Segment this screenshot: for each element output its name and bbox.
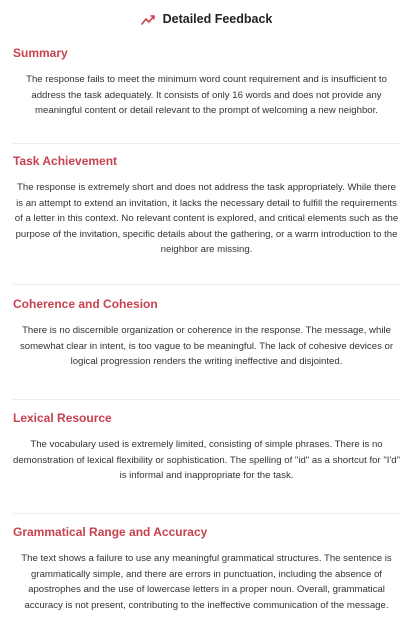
section-title-coherence-cohesion: Coherence and Cohesion	[13, 297, 158, 311]
section-grammatical-range	[13, 525, 400, 637]
section-body-summary: The response fails to meet the minimum word count requirement and is insufficient to address the task adequately. It consists of only 16 words and does not provide any meaningful content or detail relevant to the prompt of welcoming a new neighbor.	[26, 74, 387, 116]
section-body-task-achievement: The response is extremely short and does not address the task appropriately. While there is an attempt to extend an invitation, it lacks the necessary detail to fulfill the requirements of a letter in this context. No relevant content is explored, and critical elements such as the purpose of the invitation, specific details about the gathering, or a warm introduction to the neighbor are missing.	[14, 182, 399, 255]
section-lexical-resource	[13, 411, 400, 514]
section-coherence-cohesion	[13, 297, 400, 400]
section-title-lexical-resource: Lexical Resource	[13, 411, 112, 425]
trend-line-icon	[141, 13, 155, 25]
section-title-task-achievement: Task Achievement	[13, 154, 118, 168]
section-title-grammatical-range: Grammatical Range and Accuracy	[13, 525, 208, 539]
section-body-grammatical-range: The text shows a failure to use any meaningful grammatical structures. The sentence is grammatically simple, and there are errors in punctuation, including the absence of apostrophes and the use of lowercase letters in a proper noun. Overall, grammatical accuracy is not present, contributing to the ineffective communication of the message.	[21, 553, 392, 611]
section-body-coherence-cohesion: There is no discernible organization or coherence in the response. The message, while somewhat clear in intent, is too vague to be meaningful. The lack of cohesive devices or logical progression renders the writing ineffective and disjointed.	[19, 325, 394, 367]
section-summary	[13, 46, 400, 144]
section-title-summary: Summary	[13, 46, 68, 60]
section-task-achievement	[13, 154, 400, 285]
page-title: Detailed Feedback	[162, 12, 273, 26]
feedback-header	[13, 0, 400, 37]
section-body-lexical-resource: The vocabulary used is extremely limited, consisting of simple phrases. There is no demonstration of lexical flexibility or sophistication. The spelling of "id" as a shortcut for "I'd" is informal and inappropriate for the task.	[13, 439, 400, 481]
